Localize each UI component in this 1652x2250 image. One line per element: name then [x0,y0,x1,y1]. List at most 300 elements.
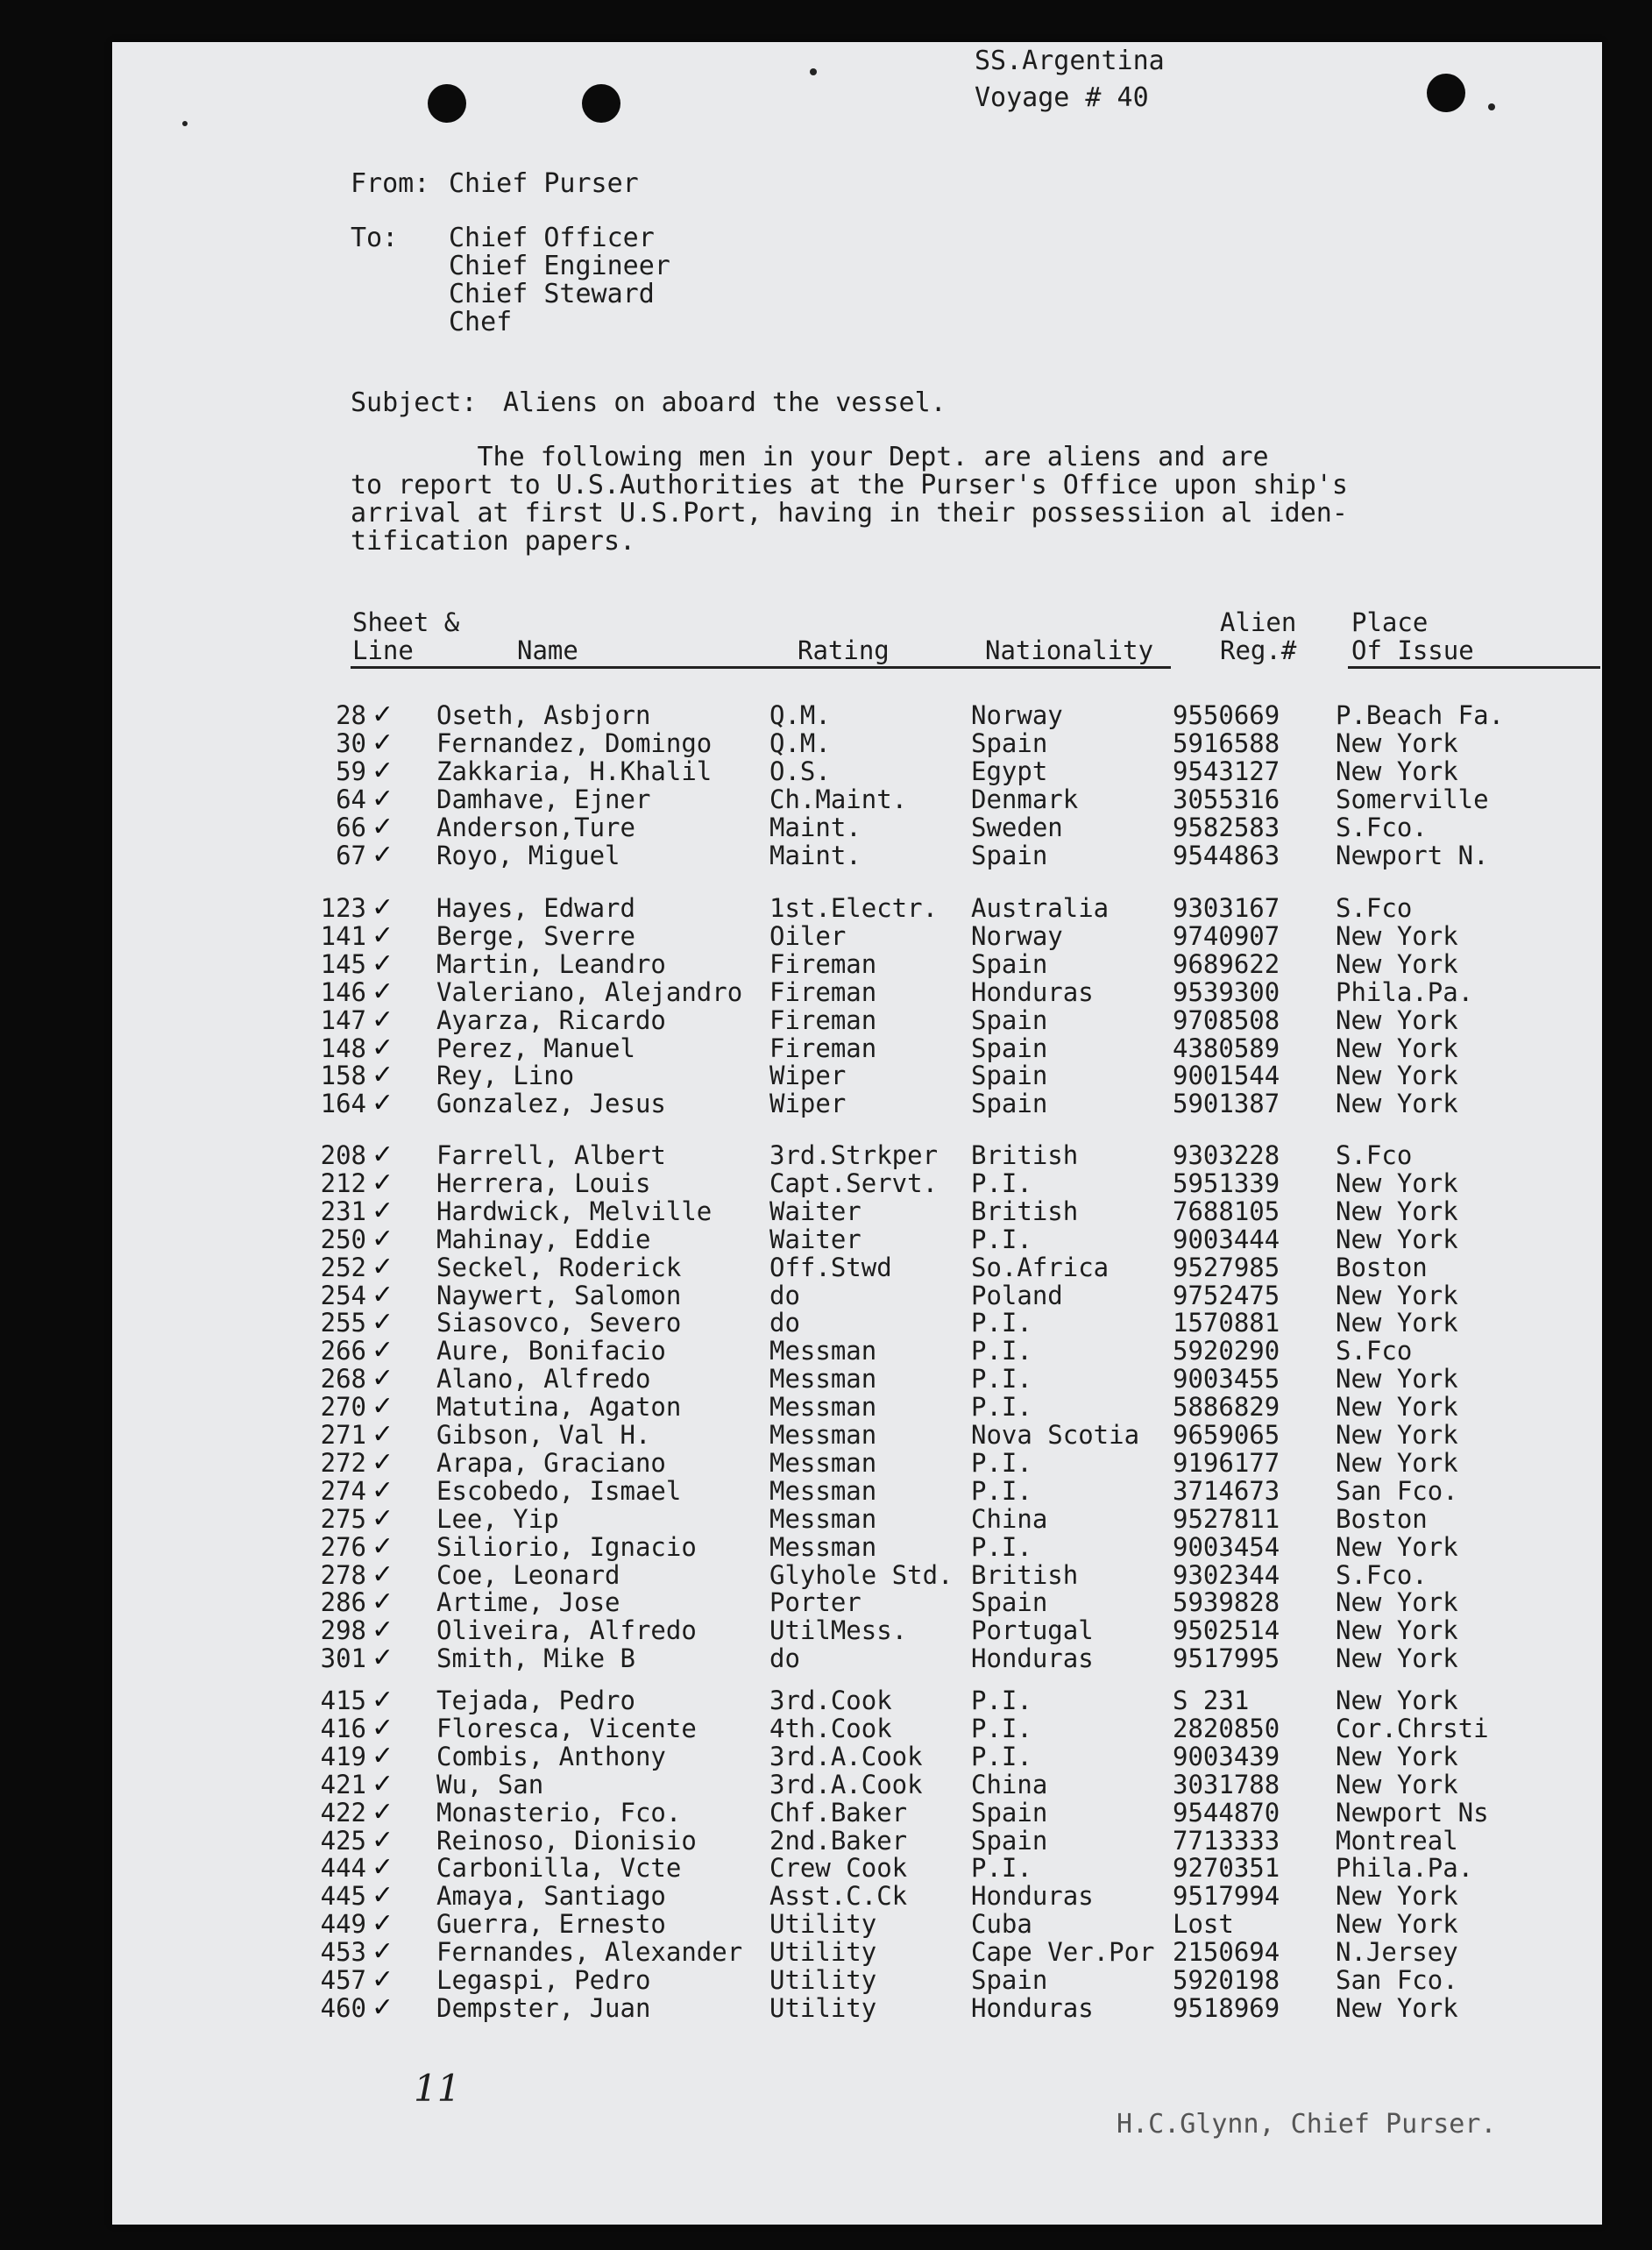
cell-nat: P.I. [971,1364,1032,1395]
header-line: Line [352,635,414,665]
cell-nat: Portugal [971,1615,1094,1646]
cell-name: Legaspi, Pedro [436,1965,651,1995]
cell-name: Herrera, Louis [436,1168,651,1198]
check-mark-icon: ✓ [372,699,394,730]
check-mark-icon: ✓ [372,1032,394,1063]
cell-place: Boston [1336,1504,1428,1533]
cell-rate: Messman [769,1503,877,1534]
cell-place: Somerville [1336,784,1489,813]
check-mark-icon: ✓ [372,1796,394,1828]
cell-name: Hayes, Edward [436,893,635,923]
cell-line: 272 [320,1447,366,1478]
cell-line: 255 [320,1308,366,1338]
punch-hole [1427,74,1465,112]
cell-nat: P.I. [971,1168,1032,1198]
cell-name: Oliveira, Alfredo [436,1615,697,1646]
body-line: The following men in your Dept. are aliens and are [351,442,1269,472]
cell-place: New York [1336,1365,1458,1394]
cell-nat: Honduras [971,1643,1094,1674]
ink-speck [1488,103,1495,110]
table-row [112,1686,1602,1714]
cell-rate: Ch.Maint. [769,784,908,814]
ink-speck [182,121,188,126]
cell-nat: Cuba [971,1909,1032,1940]
cell-rate: 3rd.Cook [769,1686,892,1715]
cell-reg: 9270351 [1173,1853,1280,1884]
table-row [112,919,1602,951]
cell-line: 301 [320,1643,366,1674]
check-mark-icon: ✓ [372,1474,394,1506]
cell-place: New York [1336,728,1458,757]
cell-name: Ayarza, Ricardo [436,1004,666,1035]
cell-name: Lee, Yip [436,1503,559,1534]
cell-rate: 4th.Cook [769,1713,892,1743]
check-mark-icon: ✓ [372,1685,394,1715]
cell-name: Fernandez, Domingo [436,728,713,758]
cell-place: New York [1336,1421,1458,1449]
cell-place: New York [1336,1616,1458,1645]
cell-line: 271 [320,1420,366,1450]
cell-reg: 9003444 [1173,1224,1280,1254]
cell-reg: 5886829 [1173,1392,1280,1423]
subject-label: Subject: [351,387,478,418]
cell-line: 158 [320,1061,366,1091]
cell-rate: do [769,1308,800,1338]
table-row [112,1558,1602,1590]
signature: H.C.Glynn, Chief Purser. [1117,2109,1497,2140]
header-rating: Rating [798,635,890,665]
cell-rate: Messman [769,1364,877,1395]
cell-place: New York [1336,921,1458,950]
cell-rate: 3rd.A.Cook [769,1741,923,1771]
cell-name: Farrell, Albert [436,1140,666,1170]
to-label: To: [351,223,399,253]
cell-line: 28 [336,700,366,730]
cell-name: Seckel, Roderick [436,1252,682,1282]
cell-nat: P.I. [971,1531,1032,1562]
cell-reg: 9502514 [1173,1615,1280,1646]
cell-name: Damhave, Ejner [436,784,651,814]
header-issue: Of Issue [1351,635,1474,665]
table-row [112,1991,1602,2023]
header-sheet: Sheet & [352,607,460,637]
cell-line: 66 [336,812,366,842]
to-recipient: Chief Engineer [449,251,670,281]
cell-line: 425 [320,1825,366,1856]
cell-name: Gibson, Val H. [436,1420,651,1450]
table-row [112,1910,1602,1938]
cell-rate: Q.M. [769,728,831,758]
cell-reg: 5951339 [1173,1168,1280,1198]
cell-rate: do [769,1280,800,1310]
check-mark-icon: ✓ [372,892,394,923]
table-row [112,1768,1602,1799]
ink-speck [810,68,817,75]
header-place: Place [1351,607,1429,637]
table-row [112,1588,1602,1616]
check-mark-icon: ✓ [372,919,394,951]
check-mark-icon: ✓ [372,1446,394,1478]
cell-rate: 1st.Electr. [769,893,939,923]
table-row [112,701,1602,729]
cell-name: Tejada, Pedro [436,1686,635,1715]
check-mark-icon: ✓ [372,1615,394,1646]
cell-line: 252 [320,1252,366,1282]
cell-nat: Spain [971,1033,1048,1063]
cell-place: Cor.Chrsti [1336,1714,1489,1743]
table-row [112,1365,1602,1393]
cell-line: 278 [320,1559,366,1590]
cell-place: New York [1336,1196,1458,1225]
header-rule [351,666,1171,669]
cell-line: 148 [320,1033,366,1063]
cell-line: 141 [320,920,366,951]
cell-reg: 9517994 [1173,1881,1280,1912]
check-mark-icon: ✓ [372,1279,394,1310]
cell-place: New York [1336,1309,1458,1338]
cell-rate: Utility [769,1937,877,1968]
cell-nat: Egypt [971,756,1048,786]
cell-rate: Chf.Baker [769,1797,908,1828]
cell-line: 415 [320,1686,366,1715]
cell-place: New York [1336,1224,1458,1253]
cell-rate: Off.Stwd [769,1252,892,1282]
cell-place: New York [1336,1770,1458,1799]
table-row [112,1530,1602,1562]
cell-line: 59 [336,756,366,786]
table-row [112,1197,1602,1225]
cell-place: Montreal [1336,1826,1458,1855]
body-line: arrival at first U.S.Port, having in their possessiion al iden- [351,498,1348,529]
cell-reg: 2820850 [1173,1713,1280,1743]
cell-name: Anderson,Ture [436,812,635,842]
cell-name: Wu, San [436,1769,544,1799]
to-recipient: Chief Officer [449,223,655,253]
cell-rate: Fireman [769,976,877,1007]
cell-rate: Q.M. [769,700,831,730]
cell-nat: Norway [971,700,1063,730]
cell-name: Aure, Bonifacio [436,1336,666,1366]
cell-name: Dempster, Juan [436,1992,651,2023]
cell-nat: Spain [971,1825,1048,1856]
cell-name: Alano, Alfredo [436,1364,651,1395]
cell-name: Artime, Jose [436,1587,620,1618]
cell-rate: Oiler [769,920,847,951]
cell-place: Boston [1336,1253,1428,1281]
table-row [112,1854,1602,1882]
cell-reg: 1570881 [1173,1308,1280,1338]
cell-nat: Honduras [971,976,1094,1007]
cell-reg: 5920198 [1173,1965,1280,1995]
cell-place: New York [1336,1168,1458,1197]
cell-rate: Messman [769,1531,877,1562]
cell-line: 254 [320,1280,366,1310]
cell-place: N.Jersey [1336,1938,1458,1967]
cell-line: 123 [320,893,366,923]
check-mark-icon: ✓ [372,1740,394,1771]
cell-name: Fernandes, Alexander [436,1937,743,1968]
cell-rate: Wiper [769,1061,847,1091]
cell-name: Valeriano, Alejandro [436,976,743,1007]
check-mark-icon: ✓ [372,1167,394,1198]
cell-reg: 9708508 [1173,1004,1280,1035]
cell-name: Mahinay, Eddie [436,1224,651,1254]
cell-nat: Spain [971,1965,1048,1995]
cell-nat: Cape Ver.Por [971,1937,1155,1968]
cell-nat: Norway [971,920,1063,951]
cell-nat: Nova Scotia [971,1420,1140,1450]
cell-reg: 9752475 [1173,1280,1280,1310]
cell-place: New York [1336,1644,1458,1673]
cell-reg: 9659065 [1173,1420,1280,1450]
cell-reg: 5901387 [1173,1089,1280,1119]
cell-rate: Capt.Servt. [769,1168,939,1198]
cell-reg: 5916588 [1173,728,1280,758]
check-mark-icon: ✓ [372,1004,394,1035]
cell-reg: 9303228 [1173,1140,1280,1170]
cell-place: New York [1336,1588,1458,1617]
cell-reg: 9544870 [1173,1797,1280,1828]
table-row [112,978,1602,1006]
check-mark-icon: ✓ [372,839,394,870]
table-row [112,1309,1602,1337]
check-mark-icon: ✓ [372,1060,394,1091]
check-mark-icon: ✓ [372,755,394,786]
table-row [112,1966,1602,1994]
cell-reg: 9689622 [1173,948,1280,979]
table-row [112,950,1602,978]
body-line: to report to U.S.Authorities at the Purser's Office upon ship's [351,470,1348,500]
cell-line: 64 [336,784,366,814]
header-nationality: Nationality [985,635,1154,665]
cell-place: New York [1336,1393,1458,1422]
to-recipient: Chef [449,307,513,337]
cell-reg: 9517995 [1173,1643,1280,1674]
cell-line: 416 [320,1713,366,1743]
cell-rate: Waiter [769,1196,861,1226]
cell-reg: 9527985 [1173,1252,1280,1282]
check-mark-icon: ✓ [372,1139,394,1170]
cell-line: 286 [320,1587,366,1618]
cell-name: Reinoso, Dionisio [436,1825,697,1856]
cell-line: 266 [320,1336,366,1366]
cell-reg: 2150694 [1173,1937,1280,1968]
cell-name: Combis, Anthony [436,1741,666,1771]
cell-name: Siliorio, Ignacio [436,1531,697,1562]
table-row [112,1938,1602,1966]
body-line: tification papers. [351,526,636,557]
cell-line: 453 [320,1937,366,1968]
cell-line: 460 [320,1992,366,2023]
cell-nat: Spain [971,1004,1048,1035]
table-row [112,1714,1602,1743]
cell-place: New York [1336,949,1458,978]
cell-nat: British [971,1559,1079,1590]
cell-name: Escobedo, Ismael [436,1475,682,1506]
cell-nat: British [971,1196,1079,1226]
cell-rate: Utility [769,1909,877,1940]
check-mark-icon: ✓ [372,1936,394,1968]
cell-place: S.Fco [1336,1141,1413,1169]
subject-value: Aliens on aboard the vessel. [503,387,947,418]
cell-name: Rey, Lino [436,1061,575,1091]
cell-line: 298 [320,1615,366,1646]
cell-place: P.Beach Fa. [1336,701,1505,729]
cell-reg: 9550669 [1173,700,1280,730]
cell-nat: Spain [971,1587,1048,1618]
cell-line: 445 [320,1881,366,1912]
cell-nat: P.I. [971,1853,1032,1884]
cell-place: Newport Ns [1336,1798,1489,1827]
cell-name: Oseth, Asbjorn [436,700,651,730]
cell-nat: Poland [971,1280,1063,1310]
cell-nat: Honduras [971,1881,1094,1912]
cell-rate: Utility [769,1992,877,2023]
check-mark-icon: ✓ [372,1558,394,1590]
table-row [112,1644,1602,1672]
cell-nat: Spain [971,840,1048,870]
cell-name: Zakkaria, H.Khalil [436,756,713,786]
header-alien: Alien [1220,607,1297,637]
cell-rate: Maint. [769,812,861,842]
cell-rate: Crew Cook [769,1853,908,1884]
cell-place: S.Fco. [1336,1560,1428,1589]
cell-place: New York [1336,1281,1458,1310]
check-mark-icon: ✓ [372,1908,394,1940]
cell-nat: P.I. [971,1336,1032,1366]
table-row [112,1141,1602,1169]
cell-name: Siasovco, Severo [436,1308,682,1338]
cell-line: 274 [320,1475,366,1506]
cell-line: 276 [320,1531,366,1562]
table-row [112,1225,1602,1253]
cell-name: Coe, Leonard [436,1559,620,1590]
cell-reg: Lost [1173,1909,1234,1940]
cell-rate: 2nd.Baker [769,1825,908,1856]
cell-place: New York [1336,1061,1458,1090]
header-rule [1348,666,1600,669]
table-row [112,1169,1602,1197]
table-row [112,1337,1602,1365]
cell-reg: 3055316 [1173,784,1280,814]
check-mark-icon: ✓ [372,727,394,758]
cell-reg: 9196177 [1173,1447,1280,1478]
table-row [112,1446,1602,1478]
cell-reg: 9003454 [1173,1531,1280,1562]
check-mark-icon: ✓ [372,1530,394,1562]
cell-name: Martin, Leandro [436,948,666,979]
header-name: Name [517,635,578,665]
cell-rate: Glyhole Std. [769,1559,954,1590]
table-row [112,1740,1602,1771]
table-row [112,1474,1602,1506]
cell-reg: 9003455 [1173,1364,1280,1395]
cell-nat: Spain [971,728,1048,758]
cell-place: New York [1336,1005,1458,1034]
table-row [112,1061,1602,1090]
voyage-number: Voyage # 40 [975,82,1149,113]
table-row [112,1393,1602,1421]
table-row [112,894,1602,922]
cell-rate: Messman [769,1475,877,1506]
table-row [112,1281,1602,1310]
check-mark-icon: ✓ [372,1880,394,1912]
table-row [112,1421,1602,1449]
ship-name: SS.Argentina [975,46,1165,76]
cell-line: 212 [320,1168,366,1198]
cell-line: 145 [320,948,366,979]
cell-place: S.Fco. [1336,813,1428,841]
cell-place: New York [1336,756,1458,785]
cell-nat: China [971,1769,1048,1799]
check-mark-icon: ✓ [372,1223,394,1254]
cell-rate: Messman [769,1392,877,1423]
table-row [112,1616,1602,1644]
cell-line: 270 [320,1392,366,1423]
cell-reg: 9302344 [1173,1559,1280,1590]
check-mark-icon: ✓ [372,1586,394,1618]
cell-line: 30 [336,728,366,758]
header-reg: Reg.# [1220,635,1297,665]
cell-reg: 4380589 [1173,1033,1280,1063]
cell-name: Perez, Manuel [436,1033,635,1063]
cell-nat: Denmark [971,784,1079,814]
table-row [112,757,1602,785]
cell-place: New York [1336,1448,1458,1477]
check-mark-icon: ✓ [372,1643,394,1674]
cell-rate: 3rd.A.Cook [769,1769,923,1799]
cell-place: Phila.Pa. [1336,977,1474,1006]
check-mark-icon: ✓ [372,1088,394,1119]
cell-reg: 9539300 [1173,976,1280,1007]
table-row [112,1034,1602,1062]
cell-nat: Spain [971,1061,1048,1091]
cell-rate: Utility [769,1965,877,1995]
cell-name: Arapa, Graciano [436,1447,666,1478]
cell-line: 457 [320,1965,366,1995]
check-mark-icon: ✓ [372,783,394,814]
cell-nat: P.I. [971,1392,1032,1423]
cell-reg: 7688105 [1173,1196,1280,1226]
cell-place: Phila.Pa. [1336,1854,1474,1883]
cell-nat: Honduras [971,1992,1094,2023]
cell-nat: P.I. [971,1447,1032,1478]
check-mark-icon: ✓ [372,1824,394,1856]
cell-nat: Spain [971,1089,1048,1119]
cell-line: 422 [320,1797,366,1828]
cell-name: Matutina, Agaton [436,1392,682,1423]
check-mark-icon: ✓ [372,1335,394,1366]
from-value: Chief Purser [449,168,639,199]
table-row [112,1006,1602,1034]
cell-rate: Fireman [769,1004,877,1035]
check-mark-icon: ✓ [372,976,394,1007]
punch-hole [582,84,620,123]
cell-nat: P.I. [971,1741,1032,1771]
cell-name: Monasterio, Fco. [436,1797,682,1828]
check-mark-icon: ✓ [372,1195,394,1226]
cell-line: 208 [320,1140,366,1170]
cell-nat: Spain [971,1797,1048,1828]
cell-name: Floresca, Vicente [436,1713,697,1743]
table-row [112,1502,1602,1534]
cell-name: Smith, Mike B [436,1643,635,1674]
cell-line: 421 [320,1769,366,1799]
cell-reg: 9582583 [1173,812,1280,842]
cell-reg: 9740907 [1173,920,1280,951]
cell-reg: 9003439 [1173,1741,1280,1771]
table-row [112,1824,1602,1856]
